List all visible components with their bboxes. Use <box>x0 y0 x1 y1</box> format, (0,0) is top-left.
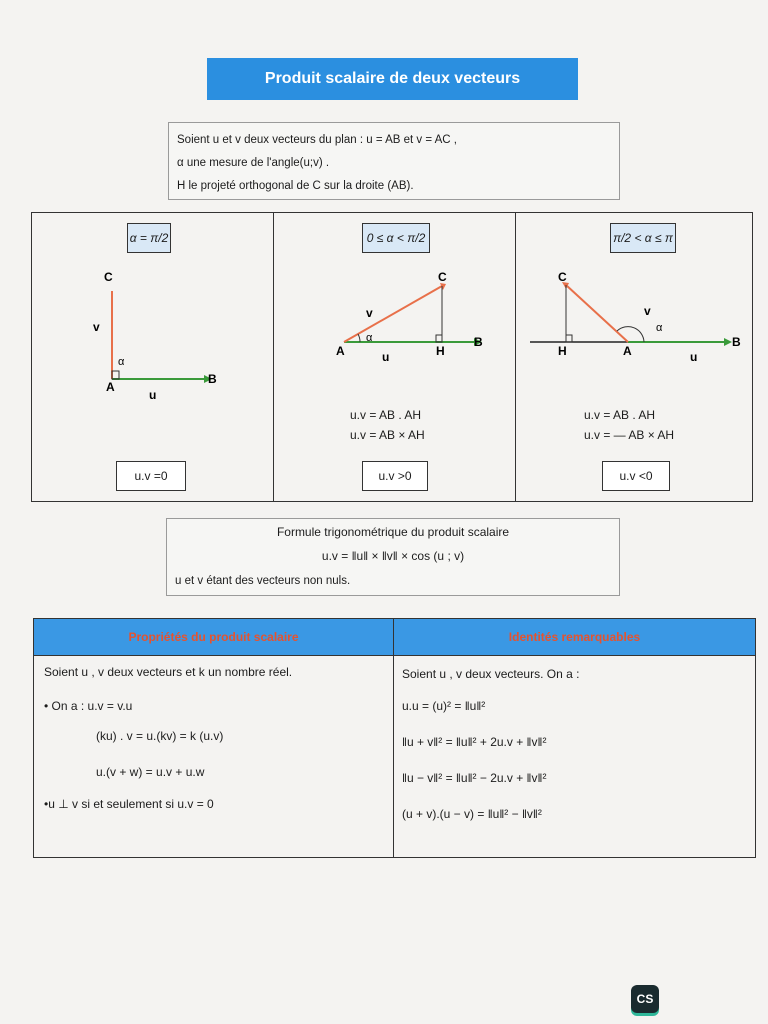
case-condition: α = π/2 <box>127 223 171 253</box>
point-a-label: A <box>106 380 115 394</box>
identity-product: (u + v).(u − v) = ‖u‖² − ‖v‖² <box>402 807 542 821</box>
case-result: u.v >0 <box>362 461 428 491</box>
case-condition: π/2 < α ≤ π <box>610 223 676 253</box>
properties-header: Propriétés du produit scalaire <box>34 619 393 656</box>
identities-header: Identités remarquables <box>394 619 755 656</box>
properties-column <box>34 619 394 857</box>
trig-note: u et v étant des vecteurs non nuls. <box>175 575 351 587</box>
cases-table <box>31 212 753 502</box>
point-b-label: B <box>474 335 483 349</box>
page-title: Produit scalaire de deux vecteurs <box>207 58 578 100</box>
properties-table <box>33 618 756 858</box>
formula-line-2: u.v = — AB × AH <box>584 428 675 442</box>
properties-intro: Soient u , v deux vecteurs et k un nombre réel. <box>44 665 293 679</box>
definition-line-3: H le projeté orthogonal de C sur la droite (AB). <box>177 180 414 192</box>
point-c-label: C <box>104 270 113 284</box>
point-h-label: H <box>436 344 445 358</box>
point-a-label: A <box>336 344 345 358</box>
case-formulas <box>584 405 674 445</box>
identity-square: u.u = (u)² = ‖u‖² <box>402 699 486 713</box>
vector-v-label: v <box>644 304 651 318</box>
alpha-label: α <box>656 322 663 334</box>
case-right-angle <box>32 213 274 501</box>
case-acute-angle <box>274 213 516 501</box>
right-angle-figure <box>32 213 274 503</box>
formula-line-2: u.v = AB × AH <box>350 428 425 442</box>
vector-u-label: u <box>690 350 698 364</box>
trig-formula: u.v = ‖u‖ × ‖v‖ × cos (u ; v) <box>321 549 465 563</box>
camscanner-logo: CS <box>631 985 659 1013</box>
point-a-label: A <box>623 344 632 358</box>
property-distributivity: u.(v + w) = u.v + u.w <box>96 765 205 779</box>
case-formulas <box>350 405 425 445</box>
right-angle-mark <box>112 371 119 379</box>
identities-intro: Soient u , v deux vecteurs. On a : <box>402 667 580 681</box>
identities-column <box>394 619 755 857</box>
vector-v-line <box>344 286 442 342</box>
definition-line-1: Soient u et v deux vecteurs du plan : u = AB et v = AC , <box>177 134 458 146</box>
property-orthogonality: •u ⊥ v si et seulement si u.v = 0 <box>44 797 214 811</box>
formula-line-1: u.v = AB . AH <box>350 408 422 422</box>
alpha-label: α <box>118 356 125 368</box>
case-condition: 0 ≤ α < π/2 <box>362 223 430 253</box>
case-obtuse-angle <box>516 213 752 501</box>
vector-u-arrowhead <box>724 338 732 346</box>
obtuse-angle-figure <box>516 213 752 503</box>
point-c-label: C <box>558 270 567 284</box>
property-commutativity: • On a : u.v = v.u <box>44 699 133 713</box>
vector-u-label: u <box>149 388 157 402</box>
property-scalar: (ku) . v = u.(kv) = k (u.v) <box>96 729 224 743</box>
vector-v-label: v <box>93 320 100 334</box>
right-angle-mark <box>436 335 442 342</box>
point-b-label: B <box>732 335 741 349</box>
vector-u-label: u <box>382 350 390 364</box>
vector-v-line <box>566 285 628 342</box>
point-h-label: H <box>558 344 567 358</box>
acute-angle-figure <box>274 213 516 503</box>
alpha-label: α <box>366 332 373 344</box>
case-result: u.v <0 <box>602 461 670 491</box>
trig-formula-box <box>166 518 620 596</box>
point-b-label: B <box>208 372 217 386</box>
formula-line-1: u.v = AB . AH <box>584 408 656 422</box>
trig-title: Formule trigonométrique du produit scalaire <box>276 525 510 539</box>
vector-v-label: v <box>366 306 373 320</box>
definition-box <box>168 122 620 200</box>
identity-difference-norm: ‖u − v‖² = ‖u‖² − 2u.v + ‖v‖² <box>402 771 547 785</box>
right-angle-mark <box>566 335 572 342</box>
definition-line-2: α une mesure de l'angle(u;v) . <box>177 157 330 169</box>
angle-arc <box>358 334 360 342</box>
case-result: u.v =0 <box>116 461 186 491</box>
identity-sum-norm: ‖u + v‖² = ‖u‖² + 2u.v + ‖v‖² <box>402 735 547 749</box>
point-c-label: C <box>438 270 447 284</box>
